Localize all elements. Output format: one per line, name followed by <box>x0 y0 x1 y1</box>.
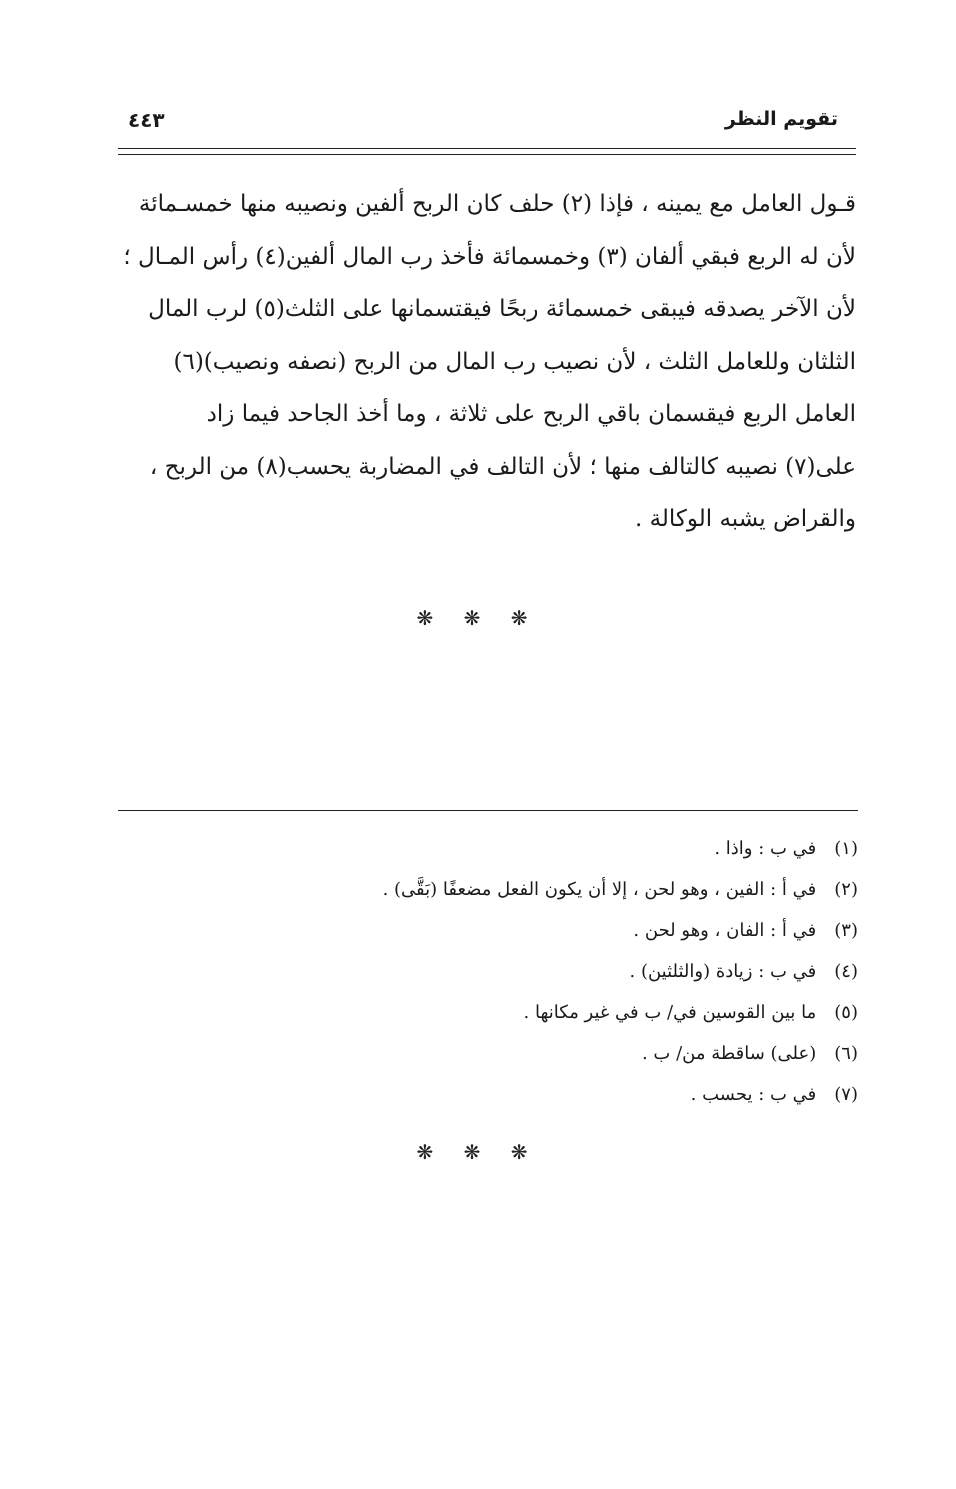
footnote-item <box>118 1074 858 1115</box>
running-head <box>118 108 838 148</box>
footnote-item <box>118 828 858 869</box>
footnote-text: (على) ساقطة من/ ب . <box>641 1043 817 1064</box>
footnote-number: (٥) <box>834 1002 858 1023</box>
footnote-item <box>118 910 858 951</box>
text-line: الثلثان وللعامل الثلث ، لأن نصيب رب المال من الربح (نصفه ونصيب)(٦) <box>173 348 856 375</box>
footnote-text: في أ : الفان ، وهو لحن . <box>633 920 817 941</box>
footnotes <box>118 828 858 1115</box>
footnote-number: (٤) <box>834 961 858 982</box>
page-number: ٤٤٣ <box>128 108 165 132</box>
footnote-text: في ب : زيادة (والثلثين) . <box>629 961 817 982</box>
running-title: تقويم النظر <box>724 108 838 130</box>
section-separator-asterisks: ❋ ❋ ❋ <box>416 606 540 630</box>
footnote-item <box>118 951 858 992</box>
text-line: العامل الربع فيقسمان باقي الربح على ثلاثة ، وما أخذ الجاحد فيما زاد <box>206 401 856 427</box>
footnote-text: في ب : واذا . <box>714 838 817 859</box>
text-line: والقراض يشبه الوكالة . <box>634 506 856 532</box>
footnote-rule <box>118 810 858 811</box>
text-line: لأن الآخر يصدقه فيبقى خمسمائة ربحًا فيقتسمانها على الثلث(٥) لرب المال <box>148 296 856 322</box>
footnote-text: ما بين القوسين في/ ب في غير مكانها . <box>523 1002 817 1023</box>
footnote-number: (٧) <box>834 1084 858 1105</box>
footnote-number: (٢) <box>834 879 858 900</box>
footnote-number: (٣) <box>834 920 858 941</box>
main-text <box>118 178 856 546</box>
footnote-item <box>118 869 858 910</box>
footnote-number: (١) <box>834 838 858 859</box>
footnote-text: في ب : يحسب . <box>690 1084 817 1105</box>
text-line: لأن له الربع فبقي ألفان (٣) وخمسمائة فأخذ رب المال ألفين(٤) رأس المـال ؛ <box>123 243 856 270</box>
footnote-item <box>118 1033 858 1074</box>
text-line: على(٧) نصيبه كالتالف منها ؛ لأن التالف في المضاربة يحسب(٨) من الربح ، <box>149 453 856 480</box>
text-line: قـول العامل مع يمينه ، فإذا (٢) حلف كان الربح ألفين ونصيبه منها خمسـمائة <box>138 191 856 217</box>
header-double-rule <box>118 148 856 155</box>
footnote-number: (٦) <box>834 1043 858 1064</box>
footnote-text: في أ : الفين ، وهو لحن ، إلا أن يكون الفعل مضعفًا (بَقَّى) . <box>382 879 817 900</box>
end-separator-asterisks: ❋ ❋ ❋ <box>416 1140 540 1164</box>
footnote-item <box>118 992 858 1033</box>
